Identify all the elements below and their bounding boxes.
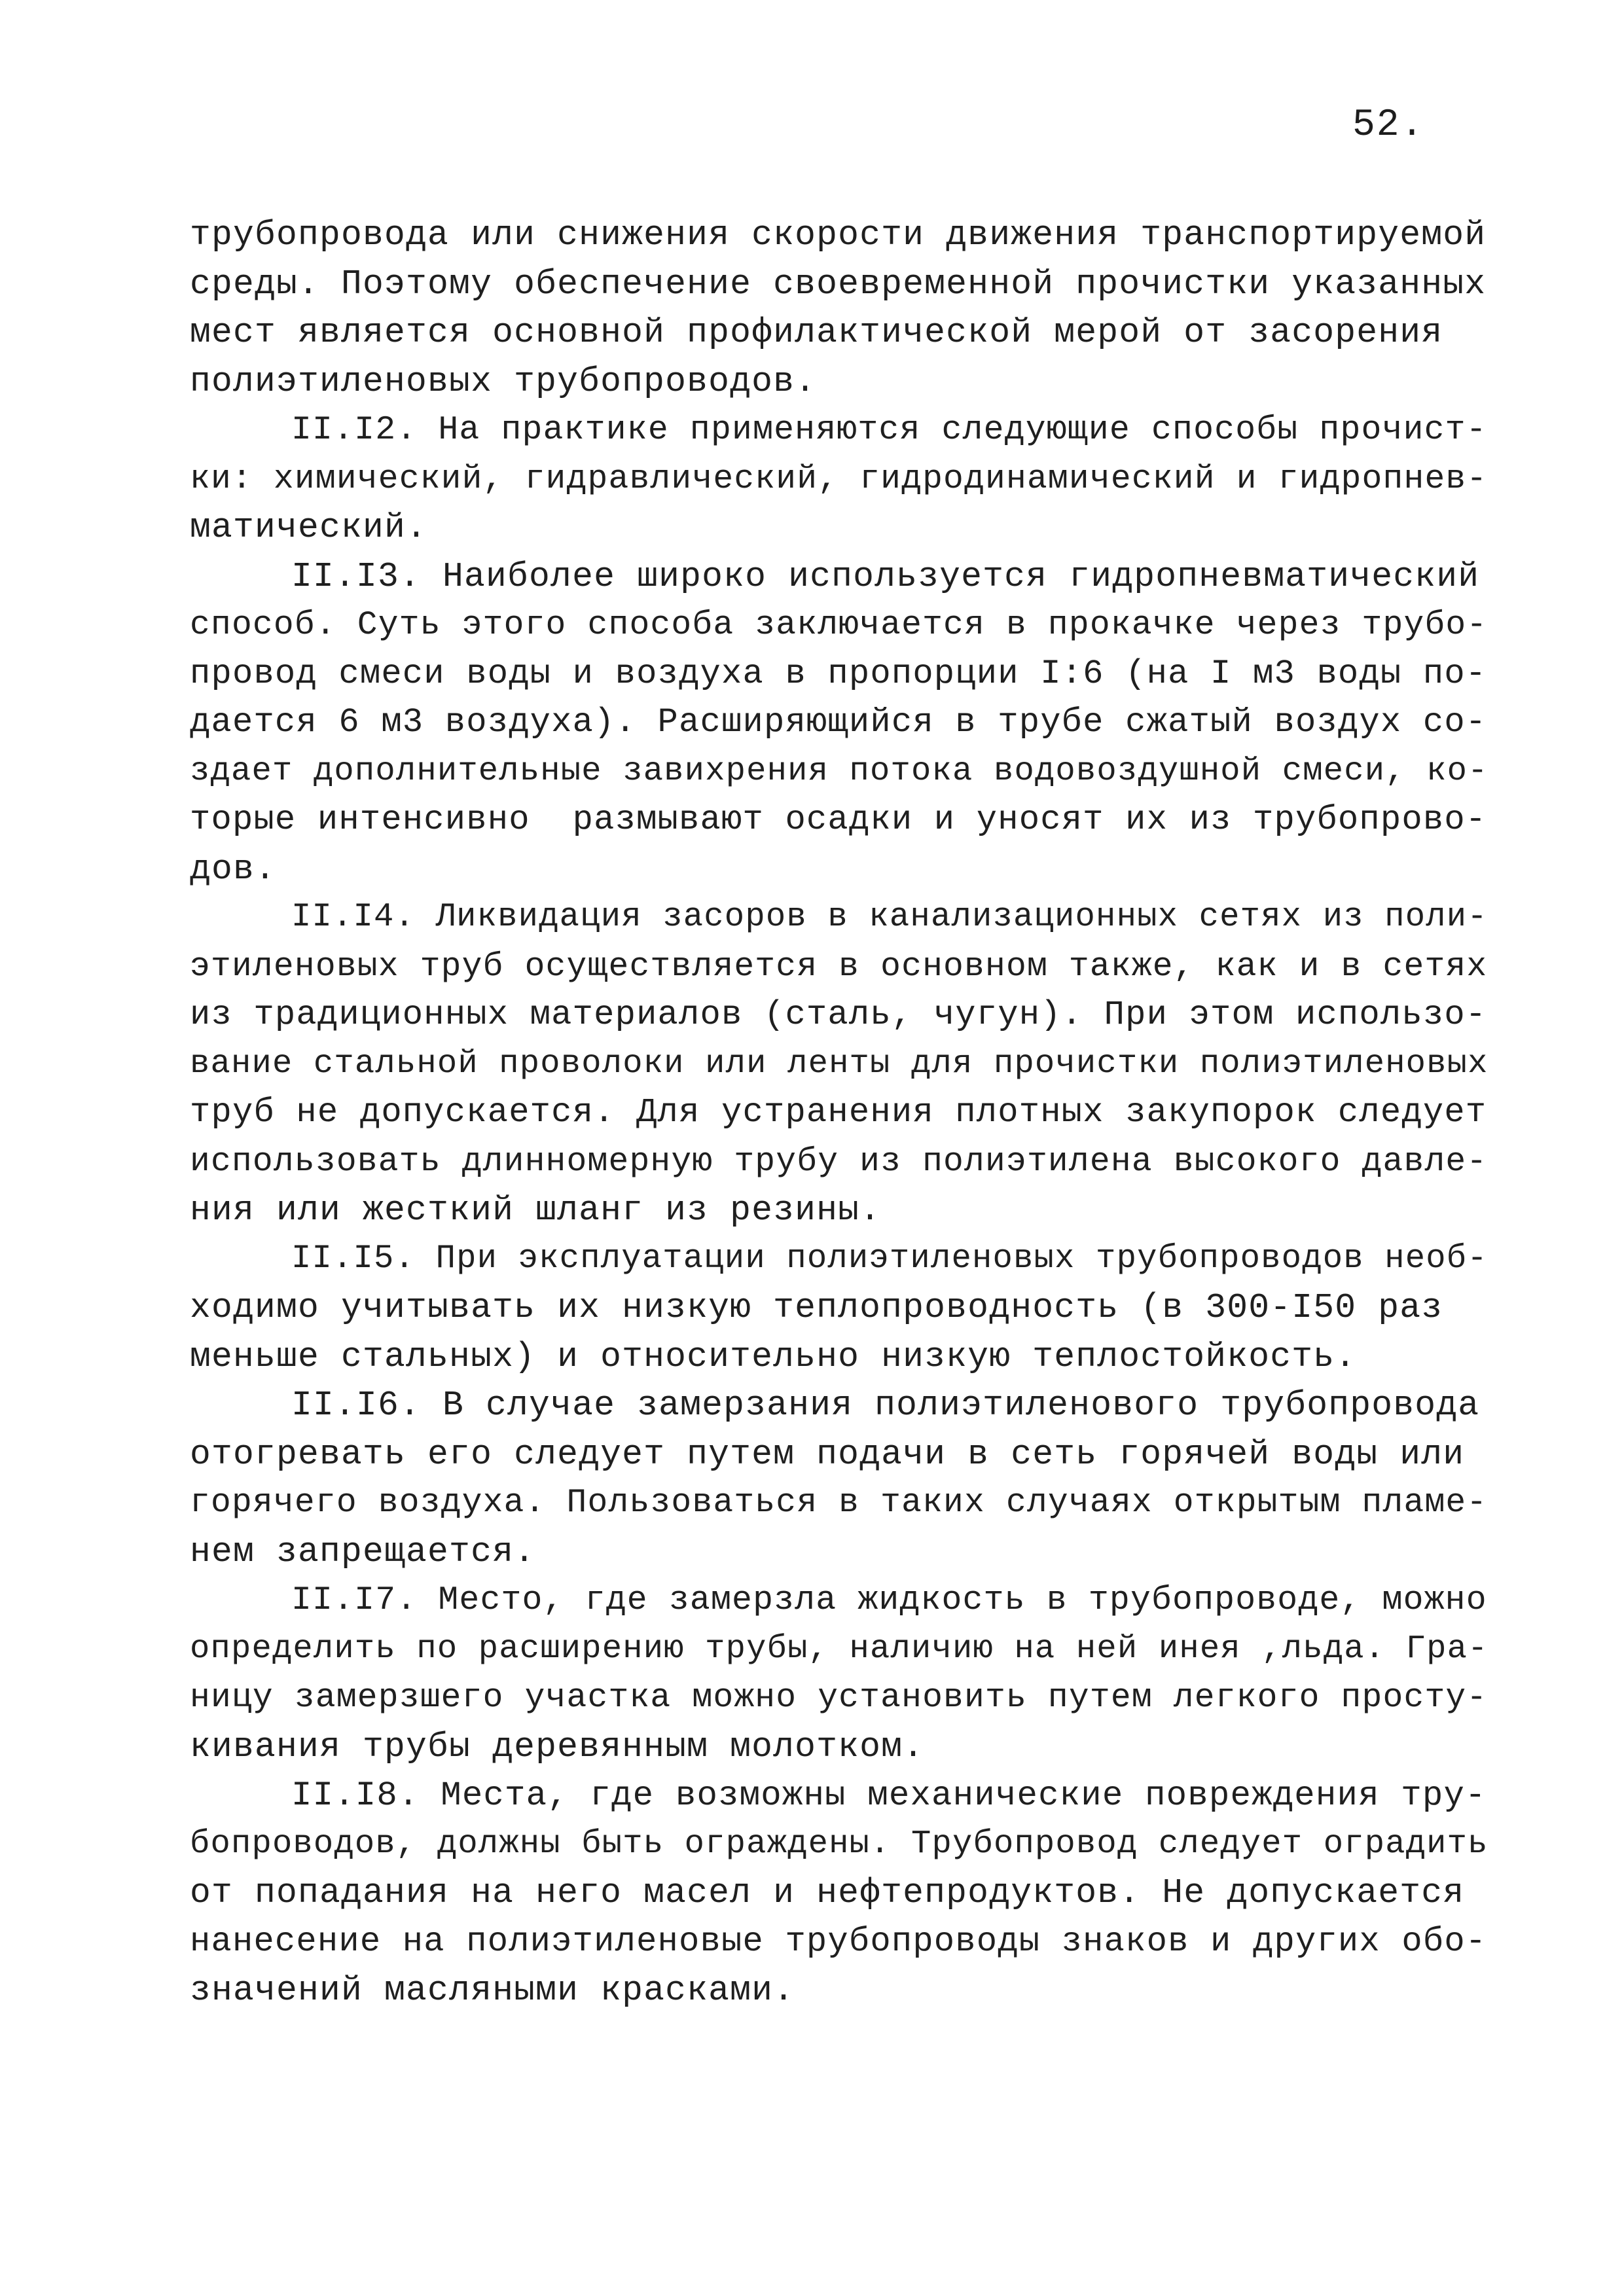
text-line: меньше стальных) и относительно низкую теплостойкость. [190, 1336, 1357, 1376]
text-line: ницу замерзшего участка можно установить путем легкого просту- [190, 1679, 1488, 1717]
text-line: вание стальной проволоки или ленты для прочистки полиэтиленовых [190, 1045, 1489, 1083]
text-line: горячего воздуха. Пользоваться в таких случаях открытым пламе- [190, 1484, 1488, 1522]
text-line: дается 6 м3 воздуха). Расширяющийся в трубе сжатый воздух со- [190, 703, 1487, 742]
text-line: кивания трубы деревянным молотком. [190, 1727, 925, 1767]
page-number: 52. [1352, 104, 1425, 147]
body-text [190, 211, 1489, 2015]
text-line: значений масляными красками. [190, 1971, 795, 2010]
text-line: мест является основной профилактической мерой от засорения [190, 313, 1443, 352]
text-line: из традиционных материалов (сталь, чугун). При этом использо- [190, 996, 1487, 1034]
text-line: здает дополнительные завихрения потока водовоздушной смеси, ко- [190, 752, 1489, 790]
text-line: бопроводов, должны быть ограждены. Трубопровод следует оградить [190, 1825, 1489, 1863]
text-line: нанесение на полиэтиленовые трубопроводы знаков и других обо- [190, 1922, 1487, 1961]
text-line: нем запрещается. [190, 1532, 536, 1571]
text-line: этиленовых труб осуществляется в основном также, как и в сетях [190, 947, 1488, 986]
text-line: труб не допускается. Для устранения плотных закупорок следует [190, 1093, 1487, 1132]
text-line: трубопровода или снижения скорости движения транспортируемой [190, 215, 1487, 255]
text-line: ходимо учитывать их низкую теплопроводность (в 300-I50 раз [190, 1288, 1443, 1327]
paragraph-first-line: II.I3. Наиболее широко используется гидропневматический [291, 556, 1480, 596]
text-line: отогревать его следует путем подачи в сеть горячей воды или [190, 1434, 1465, 1474]
paragraph-first-line: II.I2. На практике применяются следующие способы прочист- [291, 411, 1487, 449]
paragraph-first-line: II.I5. При эксплуатации полиэтиленовых трубопроводов необ- [291, 1240, 1488, 1278]
text-line: ки: химический, гидравлический, гидродинамический и гидропнев- [190, 459, 1488, 498]
text-line: среды. Поэтому обеспечение своевременной прочистки указанных [190, 264, 1487, 304]
text-line: полиэтиленовых трубопроводов. [190, 361, 817, 401]
text-line: провод смеси воды и воздуха в пропорции I:6 (на I м3 воды по- [190, 654, 1487, 693]
text-line: дов. [190, 849, 277, 889]
paragraph-first-line: II.I7. Место, где замерзла жидкость в трубопроводе, можно [291, 1581, 1487, 1619]
text-line: матический. [190, 508, 428, 547]
text-line: торые интенсивно размывают осадки и уносят их из трубопрово- [190, 800, 1487, 839]
paragraph-first-line: II.I4. Ликвидация засоров в канализационных сетях из поли- [291, 899, 1488, 936]
paragraph-first-line: II.I8. Места, где возможны механические повреждения тру- [291, 1776, 1487, 1815]
text-line: от попадания на него масел и нефтепродуктов. Не допускается [190, 1873, 1465, 1912]
text-line: ния или жесткий шланг из резины. [190, 1191, 882, 1230]
text-line: определить по расширению трубы, наличию на ней инея ,льда. Гра- [190, 1630, 1489, 1668]
text-line: использовать длинномерную трубу из полиэтилена высокого давле- [190, 1142, 1488, 1181]
text-line: способ. Суть этого способа заключается в прокачке через трубо- [190, 606, 1488, 644]
paragraph-first-line: II.I6. В случае замерзания полиэтиленового трубопровода [291, 1386, 1480, 1425]
